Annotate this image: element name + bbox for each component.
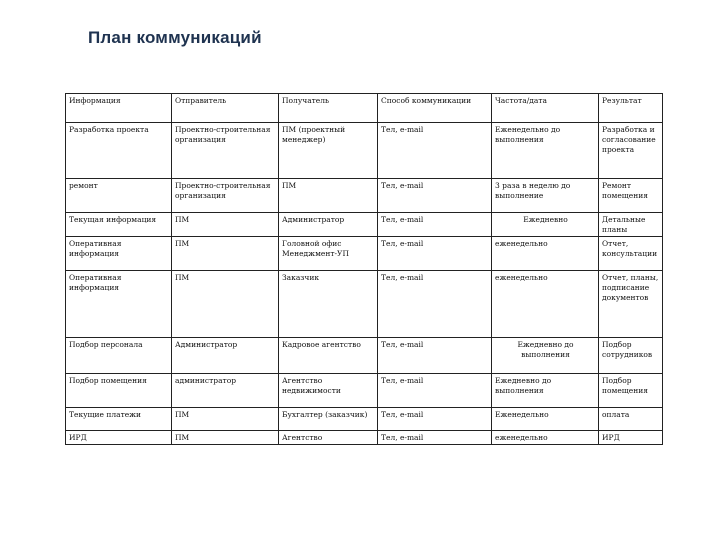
table-cell: еженедельно	[492, 271, 599, 338]
table-cell: Ежедневно до выполнения	[492, 338, 599, 374]
table-cell: Еженедельно	[492, 408, 599, 431]
header-cell-sender: Отправитель	[172, 94, 279, 123]
table-cell: Администратор	[172, 338, 279, 374]
table-cell: оплата	[599, 408, 663, 431]
table-cell: Подбор помещения	[66, 374, 172, 408]
table-cell: Агентство	[279, 431, 378, 445]
table-cell: Тел, e-mail	[378, 179, 492, 213]
table-cell: Проектно-строительная организация	[172, 179, 279, 213]
table-cell: Тел, e-mail	[378, 408, 492, 431]
table-cell: Текущая информация	[66, 213, 172, 237]
table-cell: Заказчик	[279, 271, 378, 338]
table-cell: Текущие платежи	[66, 408, 172, 431]
table-cell: Оперативная информация	[66, 237, 172, 271]
table-cell: Тел, e-mail	[378, 271, 492, 338]
table-cell: администратор	[172, 374, 279, 408]
table-cell: Администратор	[279, 213, 378, 237]
table-cell: Еженедельно до выполнения	[492, 123, 599, 179]
table-cell: Ежедневно	[492, 213, 599, 237]
table-cell: Оперативная информация	[66, 271, 172, 338]
table-cell: еженедельно	[492, 431, 599, 445]
table-cell: ремонт	[66, 179, 172, 213]
header-cell-result: Результат	[599, 94, 663, 123]
table-cell: Тел, e-mail	[378, 374, 492, 408]
header-cell-recipient: Получатель	[279, 94, 378, 123]
table-cell: ИРД	[599, 431, 663, 445]
table-cell: ПМ	[172, 213, 279, 237]
table-cell: Детальные планы	[599, 213, 663, 237]
table-cell: Тел, e-mail	[378, 338, 492, 374]
header-cell-method: Способ коммуникации	[378, 94, 492, 123]
table-row	[66, 123, 663, 179]
table-cell: ПМ	[172, 408, 279, 431]
table-cell: ИРД	[66, 431, 172, 445]
table-cell: Разработка проекта	[66, 123, 172, 179]
table-cell: Тел, e-mail	[378, 213, 492, 237]
table-cell: Подбор помещения	[599, 374, 663, 408]
table-cell: Отчет, планы, подписание документов	[599, 271, 663, 338]
table-row	[66, 408, 663, 431]
table-cell: Разработка и согласование проекта	[599, 123, 663, 179]
table-cell: 3 раза в неделю до выполнение	[492, 179, 599, 213]
page-title: План коммуникаций	[88, 28, 262, 47]
table-cell: Головной офис Менеджмент-УП	[279, 237, 378, 271]
table-cell: ПМ	[172, 271, 279, 338]
table-row	[66, 271, 663, 338]
table-cell: ПМ	[172, 431, 279, 445]
header-cell-frequency: Частота/дата	[492, 94, 599, 123]
table-cell: Агентство недвижимости	[279, 374, 378, 408]
communication-plan-table	[65, 93, 663, 445]
table-cell: Тел, e-mail	[378, 123, 492, 179]
table-cell: Отчет, консультации	[599, 237, 663, 271]
table-cell: Ежедневно до выполнения	[492, 374, 599, 408]
table-cell: ПМ (проектный менеджер)	[279, 123, 378, 179]
table-cell: Ремонт помещения	[599, 179, 663, 213]
table-row	[66, 338, 663, 374]
table-row	[66, 213, 663, 237]
table-cell: Проектно-строительная организация	[172, 123, 279, 179]
table-cell: ПМ	[172, 237, 279, 271]
table-cell: Тел, e-mail	[378, 431, 492, 445]
table-cell: Подбор персонала	[66, 338, 172, 374]
table-row	[66, 179, 663, 213]
table-row	[66, 237, 663, 271]
table-cell: Кадровое агентство	[279, 338, 378, 374]
header-row	[66, 94, 663, 123]
table-cell: Бухгалтер (заказчик)	[279, 408, 378, 431]
table-cell: ПМ	[279, 179, 378, 213]
table-cell: Тел, e-mail	[378, 237, 492, 271]
table-cell: Подбор сотрудников	[599, 338, 663, 374]
table-cell: еженедельно	[492, 237, 599, 271]
table-row	[66, 431, 663, 445]
table-row	[66, 374, 663, 408]
header-cell-information: Информация	[66, 94, 172, 123]
